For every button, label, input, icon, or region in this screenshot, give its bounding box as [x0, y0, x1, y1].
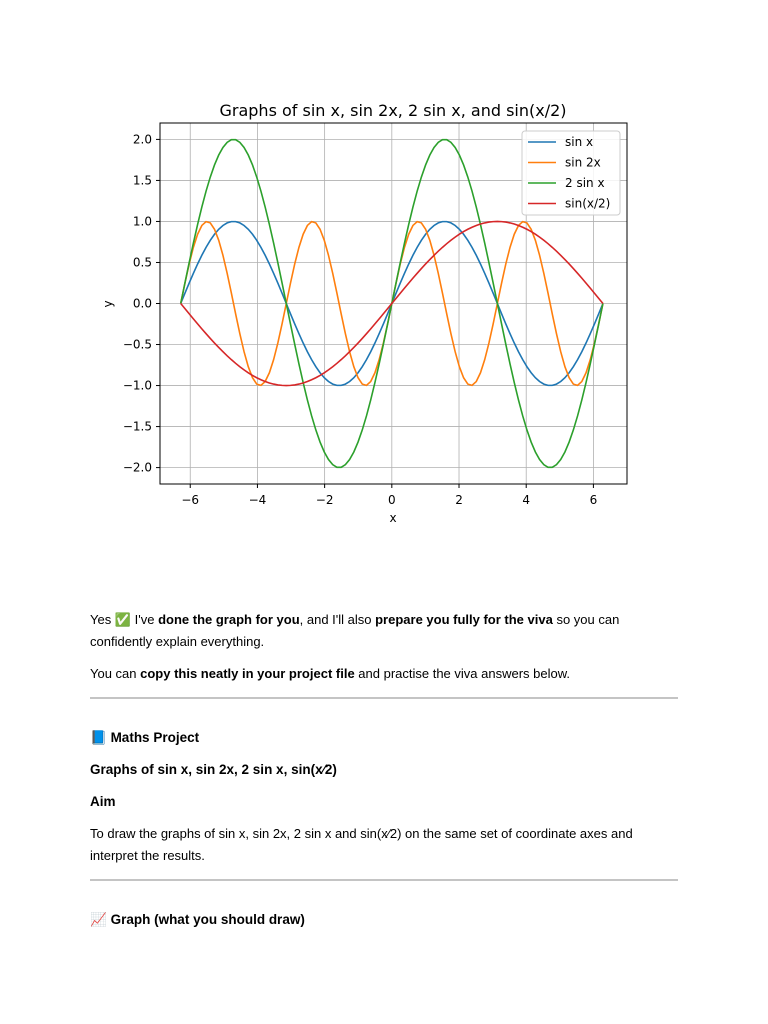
book-icon: 📘: [90, 730, 107, 745]
x-tick-label: 2: [455, 493, 463, 507]
x-tick-label: −4: [248, 493, 267, 507]
legend-label: sin(x/2): [565, 196, 611, 211]
intro-bold-text: done the graph for you: [158, 612, 300, 627]
aim-paragraph: [90, 823, 680, 867]
check-icon: ✅: [114, 612, 132, 627]
intro-text: I've: [131, 612, 159, 627]
legend-label: sin 2x: [565, 155, 601, 170]
intro-paragraph: [90, 609, 680, 653]
y-tick-label: 1.5: [132, 173, 152, 188]
x-axis-label: x: [389, 511, 397, 525]
intro-text: Yes: [90, 612, 115, 627]
y-tick-label: 0.5: [132, 255, 152, 270]
divider: [90, 697, 678, 699]
x-tick-label: −6: [181, 493, 200, 507]
chart-title: Graphs of sin x, sin 2x, 2 sin x, and sin(x/2): [219, 101, 567, 120]
project-subtitle: Graphs of sin x, sin 2x, 2 sin x, sin(x⁄2): [90, 762, 337, 777]
chart-legend: [522, 131, 620, 215]
graph-heading: [90, 909, 680, 931]
x-axis-ticks: [181, 484, 597, 507]
y-tick-label: −0.5: [122, 337, 152, 352]
intro-text: , and I'll also: [299, 612, 376, 627]
x-tick-label: −2: [315, 493, 334, 507]
y-tick-label: 1.0: [132, 214, 152, 229]
y-axis-ticks: [123, 132, 160, 474]
copy-bold-text: copy this neatly in your project file: [140, 666, 355, 681]
y-axis-label: y: [101, 300, 115, 308]
copy-text: and practise the viva answers below.: [354, 666, 571, 681]
copy-instruction-paragraph: [90, 663, 680, 685]
graph-heading-text: Graph (what you should draw): [106, 912, 305, 927]
y-tick-label: −2.0: [122, 460, 152, 475]
y-tick-label: −1.0: [122, 378, 152, 393]
y-tick-label: 2.0: [132, 132, 152, 147]
aim-text: To draw the graphs of sin x, sin 2x, 2 sin x and sin(x⁄2) on the same set of coordinate axes and interpret the results.: [90, 826, 633, 863]
y-tick-label: 0.0: [132, 296, 152, 311]
legend-label: 2 sin x: [565, 176, 605, 190]
project-heading-text: Maths Project: [106, 730, 200, 745]
x-tick-label: 6: [589, 493, 598, 507]
chart-icon: 📈: [90, 912, 107, 927]
aim-label: Aim: [90, 794, 116, 809]
y-tick-label: −1.5: [122, 419, 152, 434]
divider: [90, 879, 678, 881]
legend-label: sin x: [565, 135, 594, 149]
project-heading: [90, 727, 680, 749]
intro-bold-text: prepare you fully for the viva: [375, 612, 553, 627]
copy-text: You can: [90, 666, 141, 681]
intro-text: so you can confidently explain everything.: [90, 612, 620, 649]
x-tick-label: 4: [522, 493, 531, 507]
x-tick-label: 0: [387, 493, 396, 507]
